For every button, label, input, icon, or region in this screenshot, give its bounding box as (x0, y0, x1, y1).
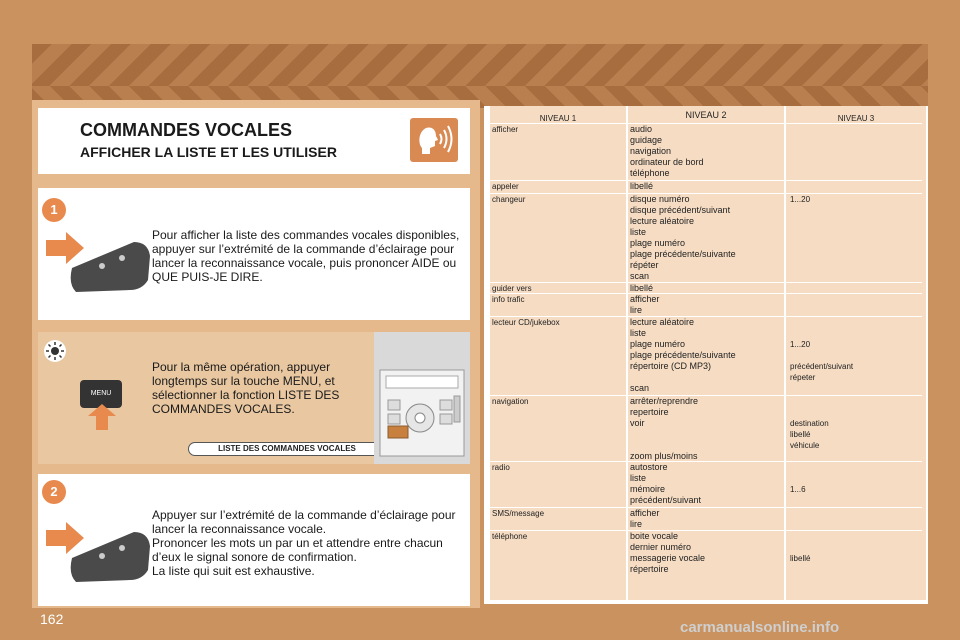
table-cell-level-2: autostore liste mémoire précédent/suivant (630, 462, 702, 505)
table-cell-level-3: 1...20 précédent/suivant répeter (790, 340, 854, 382)
lighting-stalk-icon (44, 518, 152, 588)
table-cell-level-1: SMS/message (492, 509, 545, 518)
table-cell-level-2: audio guidage navigation ordinateur de bord téléphone (630, 124, 704, 178)
table-cell-level-2: libellé (630, 181, 654, 191)
lighting-stalk-icon (44, 228, 152, 298)
header-level-2: NIVEAU 2 (685, 110, 727, 120)
table-cell-level-3: 1...6 (790, 485, 806, 494)
table-cell-level-2: boite vocale dernier numéro messagerie vocale répertoire (630, 531, 706, 574)
table-cell-level-1: changeur (492, 195, 526, 204)
table-cell-level-3: 1...20 (790, 195, 811, 204)
menu-key: MENU (80, 380, 122, 408)
watermark: carmanualsonline.info (680, 619, 840, 636)
table-cell-level-1: téléphone (492, 532, 528, 541)
table-cell-level-1: guider vers (492, 284, 532, 293)
step-1-panel (38, 188, 470, 320)
radio-unit-illustration (374, 332, 470, 464)
voice-commands-list-button[interactable]: LISTE DES COMMANDES VOCALES (188, 442, 386, 456)
header-level-1: NIVEAU 1 (539, 114, 577, 123)
table-cell-level-3: libellé (790, 554, 811, 563)
table-cell-level-2: afficher lire (630, 508, 660, 529)
page-subtitle: AFFICHER LA LISTE ET LES UTILISER (80, 144, 337, 160)
table-cell-level-2: lecture aléatoire liste plage numéro plage précédente/suivante répertoire (CD MP3) scan (630, 317, 736, 393)
page-number: 162 (40, 611, 64, 627)
table-cell-level-1: appeler (492, 182, 519, 191)
step-2-panel (38, 474, 470, 606)
step-2-badge: 2 (42, 480, 66, 504)
table-cell-level-1: info trafic (492, 295, 525, 304)
voice-command-icon (410, 118, 458, 162)
table-cell-level-1: lecteur CD/jukebox (492, 318, 560, 327)
table-cell-level-3: destination libellé véhicule (790, 419, 829, 450)
tip-icon (44, 340, 66, 362)
voice-commands-table (484, 106, 928, 604)
table-cell-level-2: afficher lire (630, 294, 660, 315)
page-title: COMMANDES VOCALES (80, 120, 293, 140)
header-band (32, 44, 928, 108)
step-1-text: Pour afficher la liste des commandes vocales disponibles, appuyer sur l’extrémité de la commande d’éclairage pour lancer la reconnaissance vocale, puis prononcer AIDE ou QUE PUIS-JE DIRE. (152, 228, 460, 284)
table-cell-level-1: radio (492, 463, 510, 472)
tip-text: Pour la même opération, appuyer longtemps sur la touche MENU, et sélectionner la fonction LISTE DES COMMANDES VOCALES. (152, 360, 340, 416)
header-level-3: NIVEAU 3 (837, 114, 875, 123)
step-1-badge: 1 (42, 198, 66, 222)
step-2-text: Appuyer sur l’extrémité de la commande d’éclairage pour lancer la reconnaissance vocale. Prononcer les mots un par un et attendre entre chacun d’eux le signal sonore de confirmation. La liste qui suit est exhaustive. (152, 508, 456, 578)
table-cell-level-1: navigation (492, 397, 529, 406)
table-cell-level-2: arrêter/reprendre repertoire voir zoom plus/moins (630, 396, 699, 461)
table-cell-level-1: afficher (492, 125, 519, 134)
table-cell-level-2: libellé (630, 283, 654, 293)
tip-panel (38, 332, 470, 464)
arrow-up-icon (88, 404, 116, 430)
table-cell-level-2: disque numéro disque précédent/suivant lecture aléatoire liste plage numéro plage précédente/suivante répéter scan (630, 194, 736, 281)
title-panel (38, 108, 470, 174)
